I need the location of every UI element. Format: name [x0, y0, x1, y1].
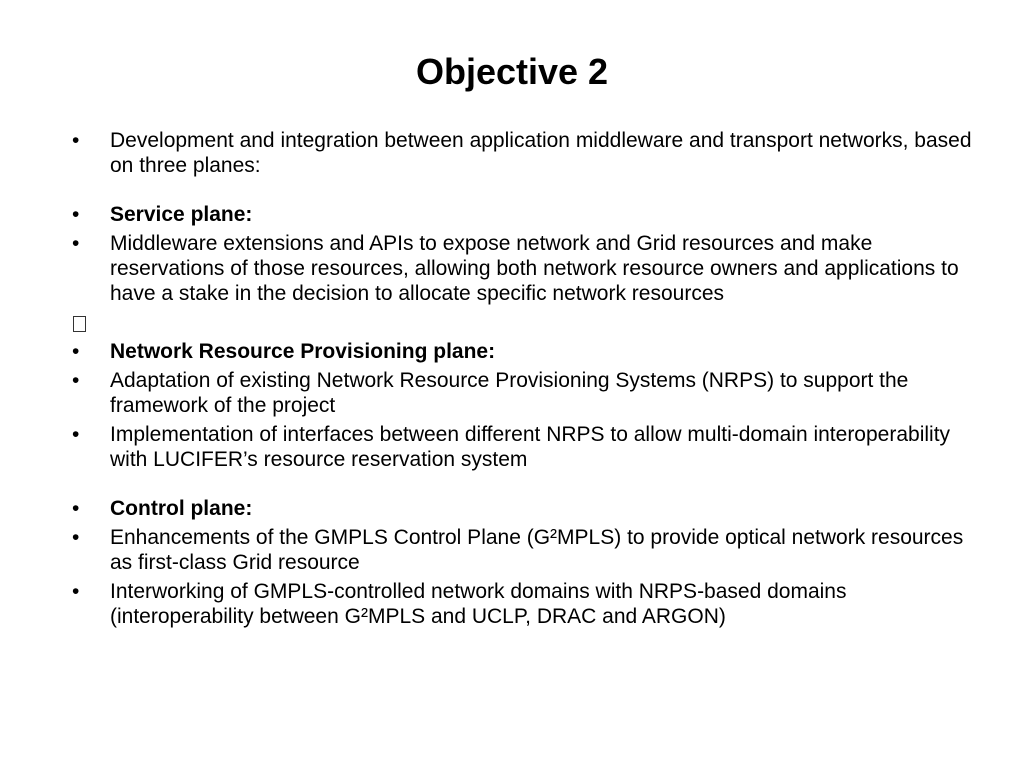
bullet-marker: • [72, 203, 80, 226]
bullet-marker: • [72, 369, 80, 392]
list-item-empty [72, 310, 982, 335]
list-item [72, 231, 982, 306]
bullet-marker: • [72, 340, 80, 363]
list-item [72, 422, 982, 472]
list-item [72, 128, 982, 178]
item-text: Interworking of GMPLS-controlled network domains with NRPS-based domains (interoperability between G²MPLS and UCLP, DRAC and ARGON) [110, 580, 847, 628]
bullet-marker: • [72, 232, 80, 255]
section-heading-service-plane: Service plane: [110, 203, 253, 226]
item-text: Middleware extensions and APIs to expose network and Grid resources and make reservations of those resources, allowing both network resource owners and applications to have a stake in the decision to allocate specific network resources [110, 232, 959, 305]
item-text: Development and integration between application middleware and transport networks, based on three planes: [110, 129, 972, 177]
bullet-list [72, 128, 982, 633]
list-item [72, 339, 982, 364]
list-item [72, 368, 982, 418]
bullet-marker: • [72, 580, 80, 603]
bullet-marker: • [72, 526, 80, 549]
bullet-marker: • [72, 423, 80, 446]
section-heading-nrp-plane: Network Resource Provisioning plane: [110, 340, 496, 363]
list-item [72, 496, 982, 521]
list-item [72, 579, 982, 629]
section-heading-control-plane: Control plane: [110, 497, 253, 520]
slide-title: Objective 2 [415, 51, 609, 92]
item-text: Enhancements of the GMPLS Control Plane (G²MPLS) to provide optical network resources as first-class Grid resource [110, 526, 964, 574]
item-text: Implementation of interfaces between different NRPS to allow multi-domain interoperability with LUCIFER’s resource reservation system [110, 423, 951, 471]
item-text: Adaptation of existing Network Resource Provisioning Systems (NRPS) to support the framework of the project [110, 369, 909, 417]
bullet-marker: • [72, 497, 80, 520]
list-item [72, 525, 982, 575]
bullet-marker: • [72, 129, 80, 152]
list-item [72, 202, 982, 227]
placeholder-box-icon [72, 310, 92, 338]
